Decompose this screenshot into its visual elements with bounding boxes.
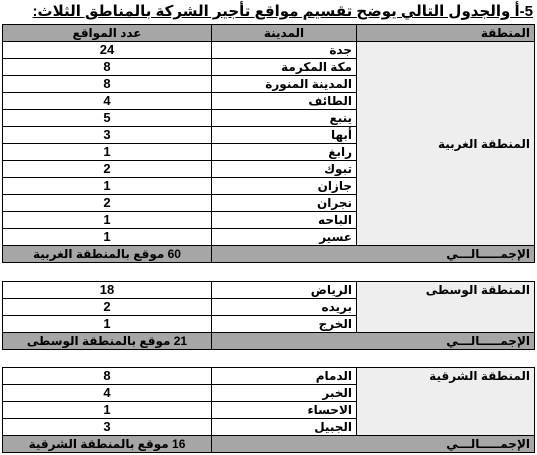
region-name-western: المنطقة الغربية <box>357 42 535 246</box>
city-cell: المدينة المنورة <box>212 76 357 93</box>
count-cell: 1 <box>3 178 212 195</box>
total-label-cell <box>212 436 535 453</box>
table-row <box>3 42 535 59</box>
count-cell: 18 <box>3 282 212 299</box>
city-cell: الباحه <box>212 212 357 229</box>
region-name-central: المنطقة الوسطى <box>357 282 535 333</box>
city-cell: الخبر <box>212 385 357 402</box>
western-region-table <box>2 24 535 263</box>
total-label: الإجمـــــالـــي <box>446 334 530 348</box>
city-cell: أبها <box>212 127 357 144</box>
city-cell: الدمام <box>212 368 357 385</box>
count-cell: 1 <box>3 402 212 419</box>
total-value: 60 موقع بالمنطقة الغربية <box>3 246 212 263</box>
count-cell: 1 <box>3 212 212 229</box>
count-cell: 8 <box>3 368 212 385</box>
count-cell: 4 <box>3 93 212 110</box>
city-cell: بريده <box>212 299 357 316</box>
count-cell: 8 <box>3 59 212 76</box>
city-cell: الطائف <box>212 93 357 110</box>
count-cell: 8 <box>3 76 212 93</box>
total-label-cell <box>212 333 535 350</box>
count-cell: 3 <box>3 419 212 436</box>
table-row <box>3 368 535 385</box>
header-region: المنطقة <box>357 25 535 42</box>
city-cell: رابغ <box>212 144 357 161</box>
header-count: عدد المواقع <box>3 25 212 42</box>
document-heading: 5-أ والجدول التالي يوضح تقسيم مواقع تأجير الشركة بالمناطق الثلاث: <box>32 3 533 20</box>
city-cell: نجران <box>212 195 357 212</box>
total-row <box>3 246 535 263</box>
total-value: 16 موقع بالمنطقة الشرقية <box>3 436 212 453</box>
city-cell: الجبيل <box>212 419 357 436</box>
total-value: 21 موقع بالمنطقة الوسطى <box>3 333 212 350</box>
table-header-row <box>3 25 535 42</box>
table-row <box>3 282 535 299</box>
total-row <box>3 436 535 453</box>
count-cell: 1 <box>3 316 212 333</box>
header-city: المدينة <box>212 25 357 42</box>
count-cell: 2 <box>3 195 212 212</box>
total-label: الإجمـــــالـــي <box>446 247 530 261</box>
total-row <box>3 333 535 350</box>
city-cell: ينبع <box>212 110 357 127</box>
count-cell: 1 <box>3 229 212 246</box>
total-label: الإجمـــــالـــي <box>446 437 530 451</box>
city-cell: جازان <box>212 178 357 195</box>
count-cell: 24 <box>3 42 212 59</box>
count-cell: 2 <box>3 299 212 316</box>
total-label-cell <box>212 246 535 263</box>
region-name-eastern: المنطقة الشرقية <box>357 368 535 436</box>
count-cell: 2 <box>3 161 212 178</box>
eastern-region-table <box>2 367 535 453</box>
central-region-table <box>2 281 535 350</box>
city-cell: عسير <box>212 229 357 246</box>
city-cell: الخرج <box>212 316 357 333</box>
count-cell: 3 <box>3 127 212 144</box>
city-cell: تبوك <box>212 161 357 178</box>
count-cell: 1 <box>3 144 212 161</box>
city-cell: جدة <box>212 42 357 59</box>
city-cell: الاحساء <box>212 402 357 419</box>
count-cell: 5 <box>3 110 212 127</box>
city-cell: مكة المكرمة <box>212 59 357 76</box>
count-cell: 4 <box>3 385 212 402</box>
city-cell: الرياض <box>212 282 357 299</box>
